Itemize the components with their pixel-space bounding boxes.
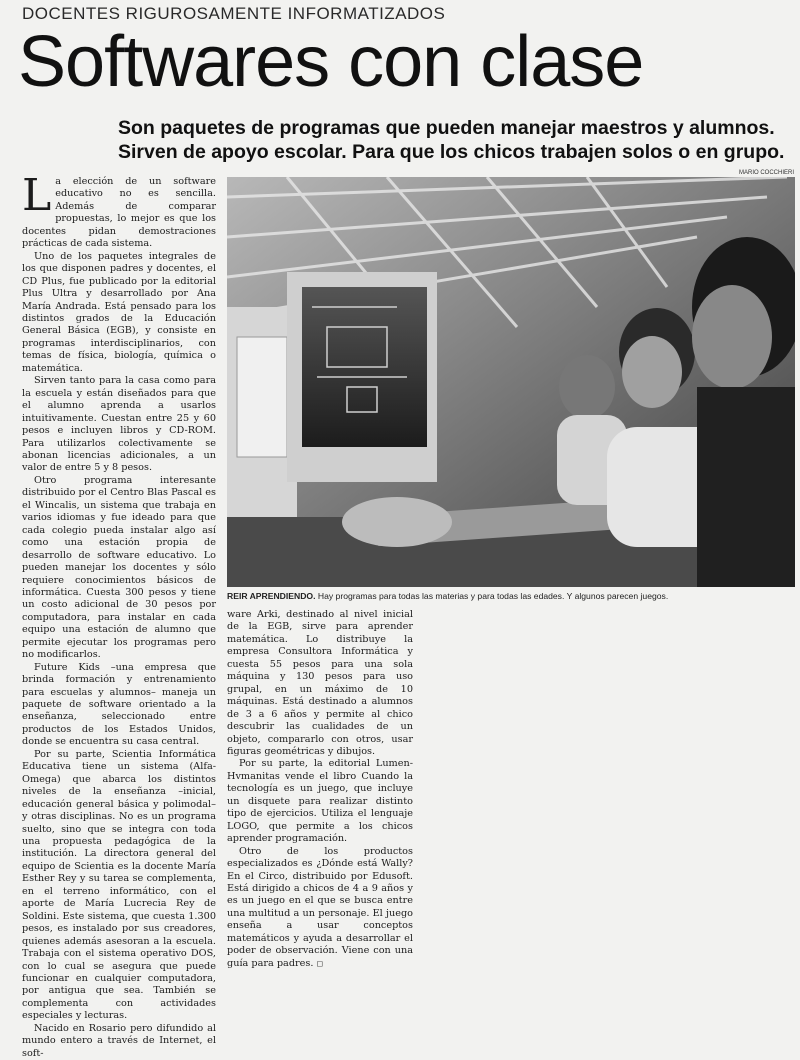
paragraph: Sirven tanto para la casa como para la escuela y están diseñados para que el alumno aprenda a usarlos intuitivamente. Cuestan entre 25 y 60 pesos e incluyen libros y CD-ROM. Para utilizarlos colectivamente se abonan licencias adicionales, a un valor de entre 5 y 8 pesos. bbox=[22, 375, 216, 474]
paragraph: Otro de los productos especializados es ¿Dónde está Wally? En el Circo, distribuido por Edusoft. Está dirigido a chicos de 4 a 9 años y es un juego en el que se busca entre una multitud a un personaje. El juego enseña a usar conceptos matemáticos y ayuda a desarrollar el poder de observación. Viene con una guía para padres. ◻ bbox=[227, 845, 413, 969]
end-mark: ◻ bbox=[316, 958, 324, 968]
photo-caption bbox=[227, 591, 797, 601]
article-column-2 bbox=[227, 609, 413, 970]
paragraph: ware Arki, destinado al nivel inicial de la EGB, sirve para aprender matemática. Lo distribuye la empresa Consultora Informática y cuesta 55 pesos para una sola máquina y 130 pesos para uso grupal, en un máximo de 10 máquinas. Está destinado a alumnos de 3 a 6 años y permite al chico descubrir las cualidades de un objeto, compararlo con otros, usar figuras geométricas y dibujos. bbox=[227, 609, 413, 757]
paragraph: Future Kids –una empresa que brinda formación y entrenamiento para escuelas y alumnos– maneja un paquete de software orientado a la enseñanza, seleccionado entre productos de los Estados Unidos, donde se encuentra su casa central. bbox=[22, 661, 216, 748]
paragraph: Por su parte, Scientia Informática Educativa tiene un sistema (Alfa-Omega) que abarca los distintos niveles de la enseñanza –inicial, educación general básica y polimodal– y otras disciplinas. No es un programa suelto, sino que se integra con toda una propuesta pedagógica de la institución. La directora general del equipo de Scientia es la docente María Esther Rey y su tarea se complementa, en el terreno informático, con el aporte de María Lucrecia Rey de Soldini. Este sistema, que cuesta 1.300 pesos, es instalado por sus creadores, quienes además asesoran a la escuela. Trabaja con el sistema operativo DOS, con lo cual se asegura que puede funcionar en cualquier computadora, por antigua que sea. También se complementa con actividades especiales y lecturas. bbox=[22, 748, 216, 1022]
section-kicker: DOCENTES RIGUROSAMENTE INFORMATIZADOS bbox=[22, 4, 446, 23]
deck-line-2: Sirven de apoyo escolar. Para que los chicos trabajen solos o en grupo. bbox=[118, 141, 785, 163]
paragraph: Uno de los paquetes integrales de los que disponen padres y docentes, el CD Plus, fue publicado por la editorial Plus Ultra y desarrollado por Ana María Andrada. Está pensado para los distintos grados de la Educación General Básica (EGB), y consiste en programas interdisciplinarios, con temas de física, biología, química o matemática. bbox=[22, 250, 216, 374]
photo-credit: MARIO COCCHIERI bbox=[738, 170, 794, 176]
paragraph: Otro programa interesante distribuido por el Centro Blas Pascal es el Wincalis, un sistema que trabaja en varios idiomas y fue ideado para que cada colegio pueda instalar algo así como una estación propia de desarrollo de software educativo. Lo pueden manejar los docentes y sólo requiere conocimientos básicos de informática. Cuesta 300 pesos y tiene un costo adicional de 30 pesos por computadora, para instalar en cada equipo una estación de alumno que permite ejecutar los programas pero no modificarlos. bbox=[22, 474, 216, 661]
dropcap: L bbox=[22, 170, 52, 221]
paragraph: La elección de un software educativo no es sencilla. Además de comparar propuestas, lo mejor es que los docentes pidan demostraciones prácticas de cada sistema. bbox=[22, 170, 216, 250]
article-title: Softwares con clase bbox=[18, 22, 644, 102]
caption-text: Hay programas para todas las materias y para todas las edades. Y algunos parecen juegos. bbox=[315, 591, 669, 601]
deck-line-1: Son paquetes de programas que pueden manejar maestros y alumnos. bbox=[118, 117, 775, 139]
article-deck bbox=[118, 116, 798, 164]
classroom-photo-image bbox=[227, 177, 795, 587]
caption-lead: REIR APRENDIENDO. bbox=[227, 591, 316, 601]
paragraph: Nacido en Rosario pero difundido al mundo entero a través de Internet, el soft- bbox=[22, 1022, 216, 1059]
paragraph: Por su parte, la editorial Lumen-Hvmanitas vende el libro Cuando la tecnología es un juego, que incluye un disquete para realizar distinto tipo de ejercicios. Utiliza el lenguaje LOGO, que permite a los chicos aprender programación. bbox=[227, 758, 413, 845]
article-photo bbox=[227, 177, 795, 587]
article-column-1 bbox=[22, 170, 216, 1060]
